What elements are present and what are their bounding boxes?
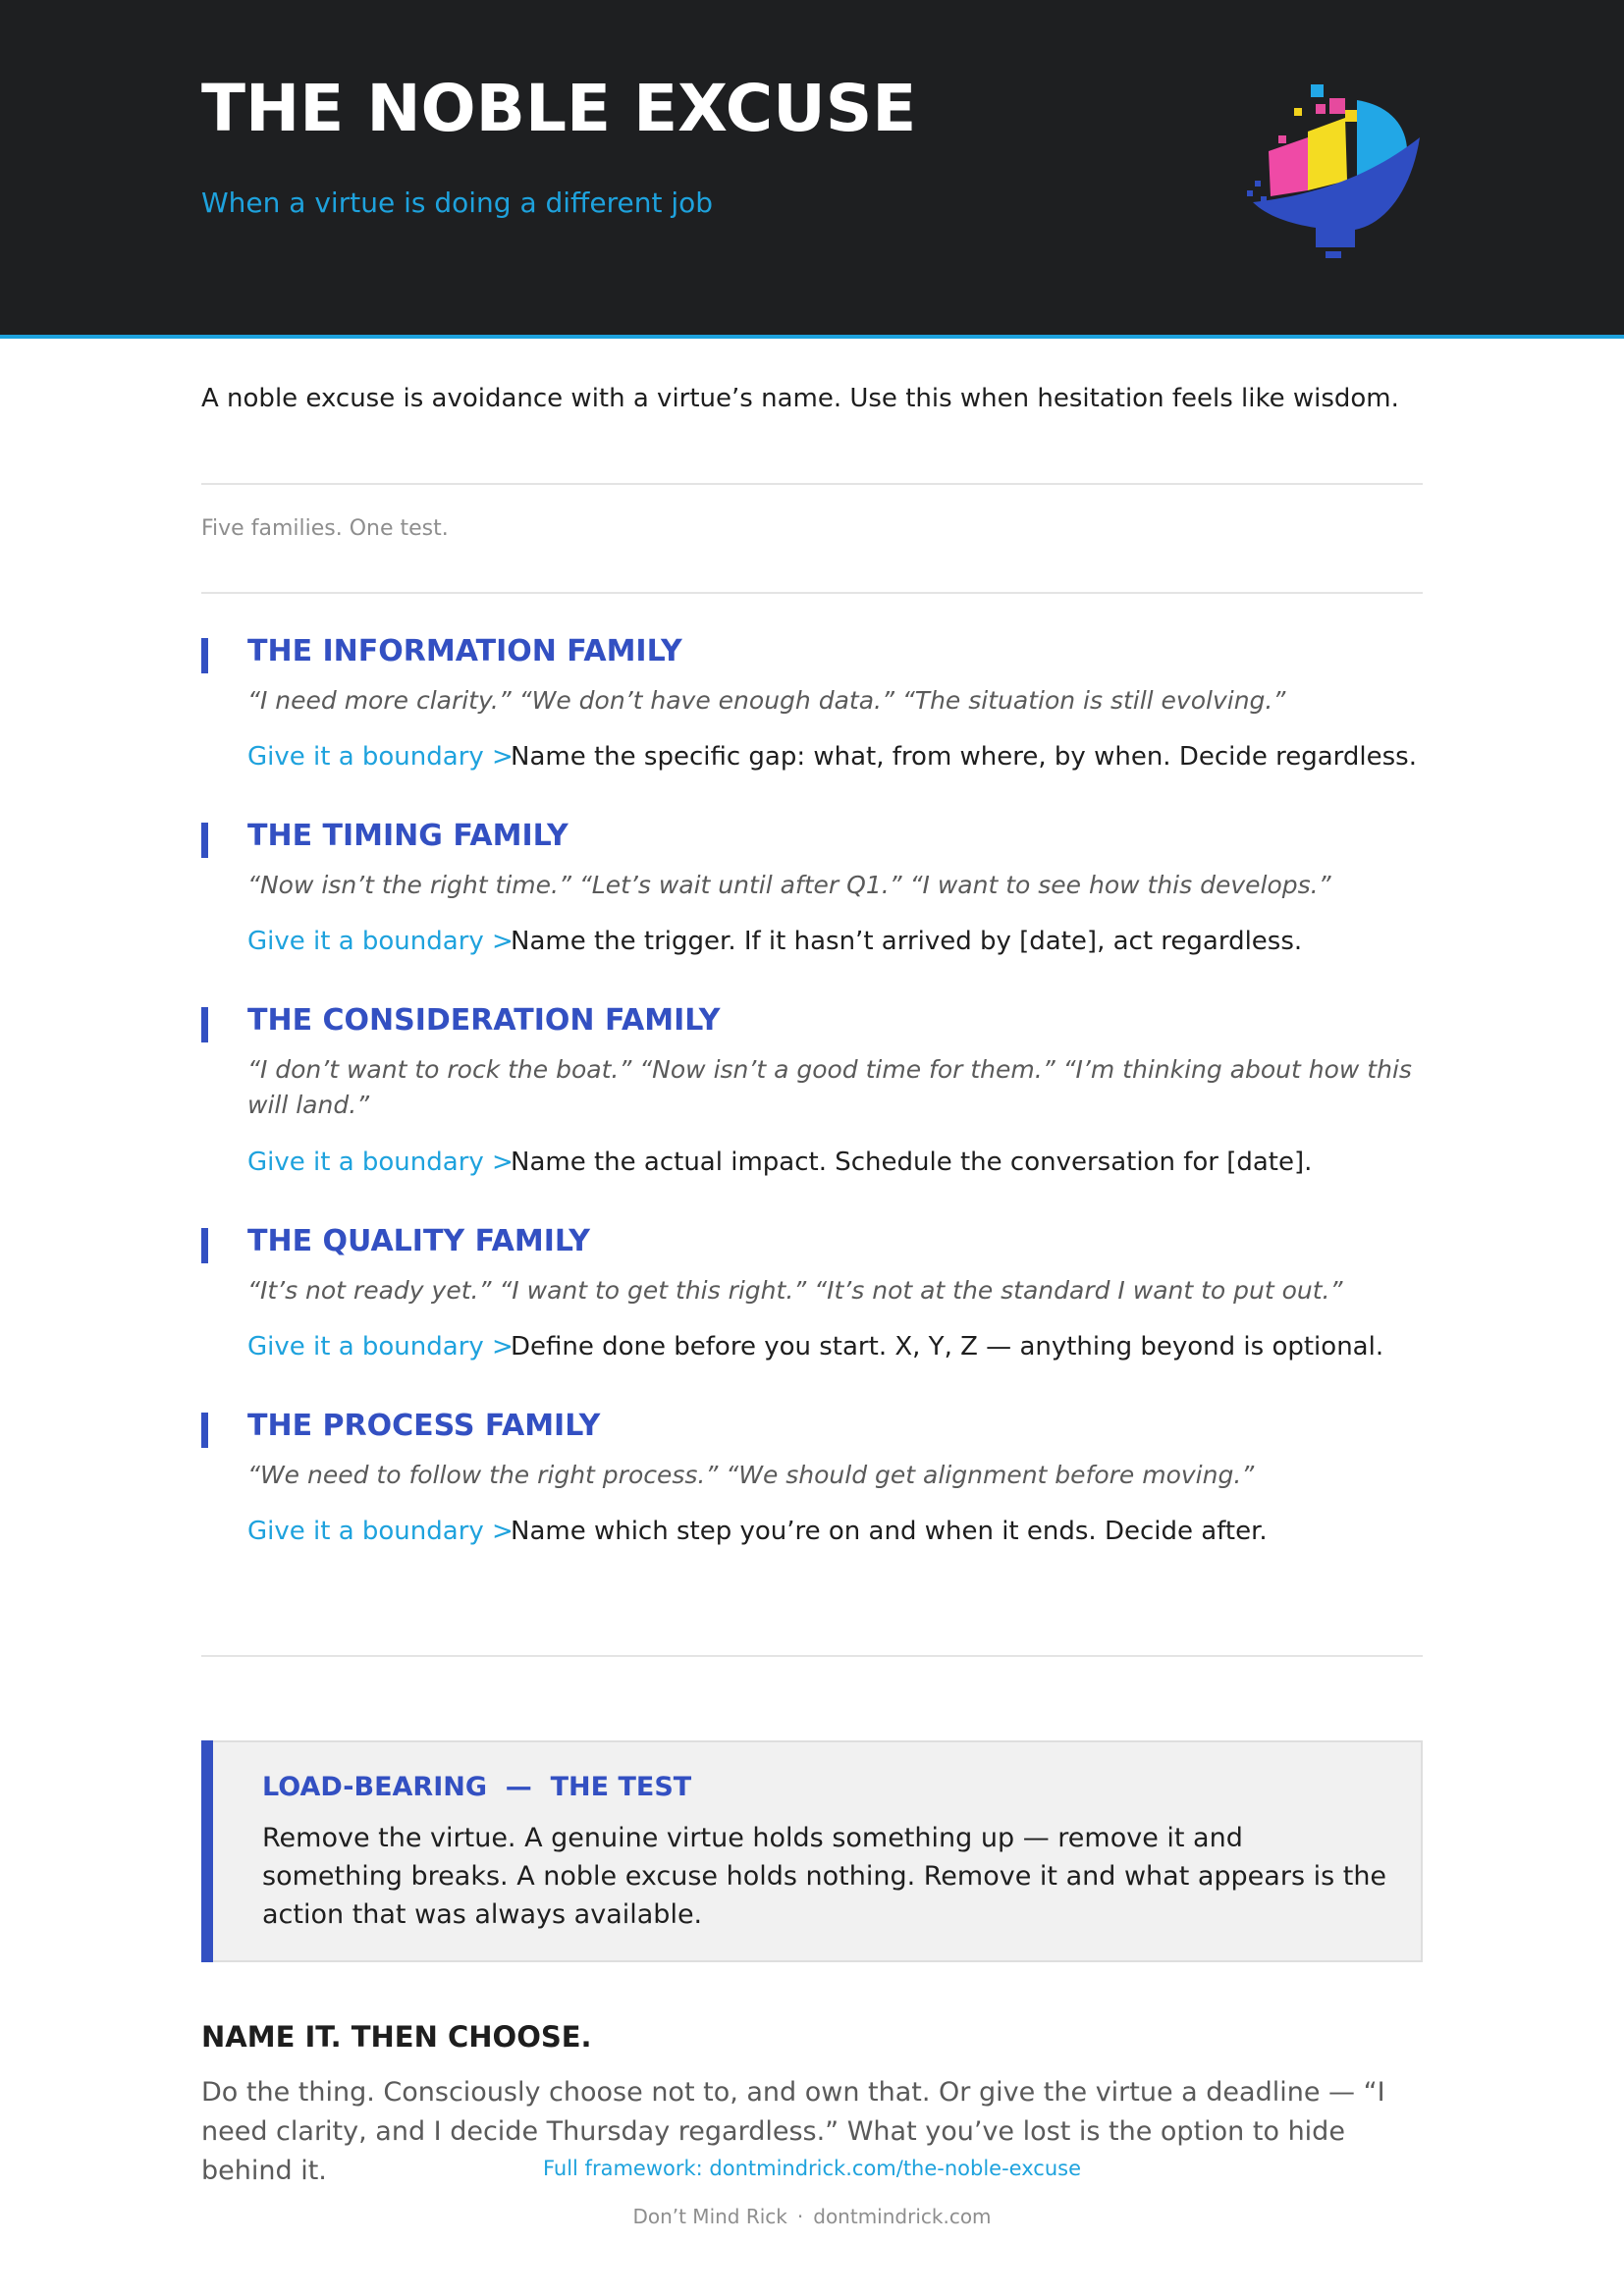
footer-site-link[interactable]: dontmindrick.com — [813, 2205, 992, 2228]
boundary-text: Name which step you’re on and when it ends. Decide after. — [511, 1517, 1268, 1546]
family-quote: “I don’t want to rock the boat.” “Now isn’t a good time for them.” “I’m thinking about how this will land.” — [247, 1055, 1412, 1119]
boundary-text: Name the actual impact. Schedule the conversation for [date]. — [511, 1148, 1313, 1177]
boundary-label: Give it a boundary > — [247, 927, 514, 956]
framework-link[interactable]: Full framework: dontmindrick.com/the-noble-excuse — [542, 2157, 1082, 2180]
header-accent-rule — [0, 335, 1624, 339]
family-quote: “I need more clarity.” “We don’t have enough data.” “The situation is still evolving.” — [247, 686, 1286, 715]
boundary-row — [247, 1332, 1383, 1362]
family-title: THE PROCESS FAMILY — [247, 1409, 601, 1443]
header-banner — [0, 0, 1624, 335]
family-title: THE CONSIDERATION FAMILY — [247, 1003, 721, 1038]
divider — [201, 592, 1423, 594]
boundary-label: Give it a boundary > — [247, 742, 514, 772]
family-accent-bar — [201, 1228, 208, 1263]
family-quote: “Now isn’t the right time.” “Let’s wait until after Q1.” “I want to see how this develops.” — [247, 871, 1331, 899]
boundary-text: Define done before you start. X, Y, Z — anything beyond is optional. — [511, 1332, 1384, 1362]
footer — [0, 2205, 1624, 2228]
family-title: THE INFORMATION FAMILY — [247, 634, 682, 668]
family-quote: “We need to follow the right process.” “We should get alignment before moving.” — [247, 1461, 1255, 1489]
test-heading: LOAD-BEARING — THE TEST — [262, 1772, 692, 1802]
boundary-label: Give it a boundary > — [247, 1148, 514, 1177]
family-accent-bar — [201, 1413, 208, 1448]
choose-body: Do the thing. Consciously choose not to, and own that. Or give the virtue a deadline — “I need clarity, and I decide Thursday regardless.” What you’ve lost is the option to hide behind it. — [201, 2077, 1385, 2186]
footer-brand: Don’t Mind Rick — [632, 2205, 787, 2228]
page-subtitle: When a virtue is doing a different job — [201, 187, 714, 219]
test-body: Remove the virtue. A genuine virtue holds something up — remove it and something breaks. A noble excuse holds nothing. Remove it and what appears is the action that was always available. — [262, 1823, 1387, 1930]
divider — [201, 1655, 1423, 1657]
family-quote: “It’s not ready yet.” “I want to get this right.” “It’s not at the standard I want to put out.” — [247, 1276, 1343, 1305]
page-title: THE NOBLE EXCUSE — [201, 71, 917, 146]
intro-text: A noble excuse is avoidance with a virtue’s name. Use this when hesitation feels like wisdom. — [201, 384, 1399, 413]
boundary-row — [247, 742, 1417, 772]
families-kicker: Five families. One test. — [201, 516, 449, 541]
boundary-text: Name the specific gap: what, from where, by when. Decide regardless. — [511, 742, 1417, 772]
boundary-row — [247, 1517, 1268, 1546]
family-accent-bar — [201, 1007, 208, 1042]
boundary-label: Give it a boundary > — [247, 1332, 514, 1362]
boundary-label: Give it a boundary > — [247, 1517, 514, 1546]
family-title: THE QUALITY FAMILY — [247, 1224, 591, 1258]
boundary-text: Name the trigger. If it hasn’t arrived by [date], act regardless. — [511, 927, 1303, 956]
family-accent-bar — [201, 823, 208, 858]
boundary-row — [247, 927, 1302, 956]
family-accent-bar — [201, 638, 208, 673]
boundary-row — [247, 1148, 1312, 1177]
footer-separator: · — [796, 2205, 804, 2228]
test-callout — [201, 1740, 1423, 1962]
divider — [201, 483, 1423, 485]
family-title: THE TIMING FAMILY — [247, 819, 568, 853]
dont-mind-rick-logo — [1247, 80, 1434, 259]
choose-heading: NAME IT. THEN CHOOSE. — [201, 2020, 592, 2054]
callout-accent-bar — [201, 1740, 213, 1962]
